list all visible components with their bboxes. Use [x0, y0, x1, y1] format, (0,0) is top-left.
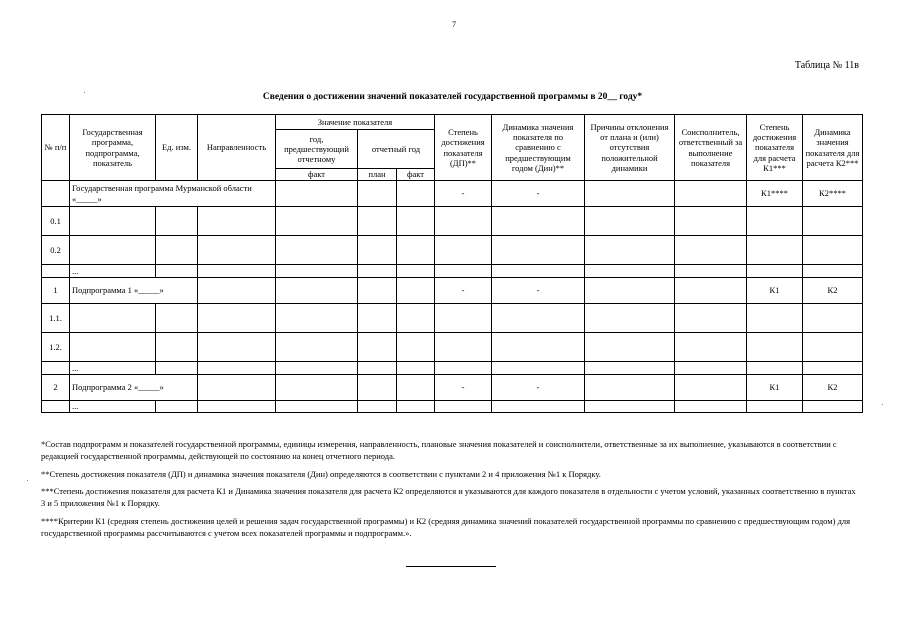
header-num: № п/п — [42, 115, 70, 181]
table-row — [42, 181, 863, 207]
footnote-2: **Степень достижения показателя (ДП) и динамика значения показателя (Дин) определяются в соответствии с пунктами 2 и 4 приложения №1 к Порядку. — [41, 468, 601, 479]
table-row — [42, 278, 863, 304]
header-din: Динамика значения показателя по сравнению с предшествующим годом (Дин)** — [492, 115, 585, 181]
scan-speck — [27, 480, 28, 481]
document-title: Сведения о достижении значений показателей государственной программы в 20__ году* — [262, 92, 643, 102]
header-plan: план — [358, 169, 397, 181]
cell-k1: К1**** — [747, 181, 803, 207]
subprogram-1-name: Подпрограмма 1 «_____» — [70, 278, 198, 304]
cell-k2: К2 — [803, 278, 863, 304]
header-coexecutor: Соисполнитель, ответственный за выполнение показателя — [675, 115, 747, 181]
cell-din: - — [492, 278, 585, 304]
table-row — [42, 375, 863, 401]
cell-num: 1.1. — [42, 304, 70, 333]
cell-k1: К1 — [747, 375, 803, 401]
page-number: 7 — [452, 20, 456, 29]
header-fact: факт — [397, 169, 435, 181]
cell-dp: - — [435, 375, 492, 401]
header-value-group: Значение показателя — [276, 115, 435, 130]
cell-k1: К1 — [747, 278, 803, 304]
table-row — [42, 401, 863, 413]
header-direction: Направленность — [198, 115, 276, 181]
header-prev-year: год, предшествующий отчетному — [276, 130, 358, 169]
cell-ellipsis: ... — [70, 401, 156, 413]
footnote-1: *Состав подпрограмм и показателей государственной программы, единицы измерения, направленность, плановые значения показателей и соисполнители, ответственные за их выполнение, указываются в соответствии с редакцией государственной программы, действующей по состоянию на конец отчетного периода. — [41, 439, 837, 462]
cell-din: - — [492, 375, 585, 401]
header-program: Государственная программа, подпрограмма, показатель — [70, 115, 156, 181]
gp-name: Государственная программа Мурманской области «_____» — [70, 181, 276, 207]
cell-dp: - — [435, 181, 492, 207]
subprogram-2-name: Подпрограмма 2 «_____» — [70, 375, 198, 401]
scan-speck — [84, 92, 85, 93]
header-k2: Динамика значения показателя для расчета К2*** — [803, 115, 863, 181]
end-divider — [406, 566, 496, 567]
cell-dp: - — [435, 278, 492, 304]
table-row — [42, 207, 863, 236]
table-row — [42, 333, 863, 362]
cell-num: 0.2 — [42, 236, 70, 265]
header-k1: Степень достижения показателя для расчета К1*** — [747, 115, 803, 181]
table-row — [42, 304, 863, 333]
cell-k2: К2**** — [803, 181, 863, 207]
header-reasons: Причины отклонения от плана и (или) отсутствия положительной динамики — [585, 115, 675, 181]
cell-num: 1 — [42, 278, 70, 304]
cell-din: - — [492, 181, 585, 207]
indicators-table — [41, 114, 863, 413]
table-row — [42, 265, 863, 278]
header-dp: Степень достижения показателя (ДП)** — [435, 115, 492, 181]
footnote-3: ***Степень достижения показателя для расчета К1 и Динамика значения показателя для расчета К2 определяются и указываются для каждого показателя в отдельности с учетом условий, указанных соответственно в пунктах 3 и 5 приложения №1 к Порядку. — [41, 485, 856, 509]
cell-ellipsis: ... — [70, 265, 156, 278]
cell-num: 0.1 — [42, 207, 70, 236]
header-unit: Ед. изм. — [156, 115, 198, 181]
scan-speck — [882, 404, 883, 405]
header-report-year: отчетный год — [358, 130, 435, 169]
footnote-4: ****Критерии К1 (средняя степень достижения целей и решения задач государственной программы) и К2 (средняя динамика значений показателей государственной программы по сравнению с предшествующим годом) для государственной программы рассчитываются с учетом всех показателей программы и подпрограмм.». — [41, 515, 851, 538]
cell-ellipsis: ... — [70, 362, 156, 375]
table-row — [42, 362, 863, 375]
cell-num: 1.2. — [42, 333, 70, 362]
cell-k2: К2 — [803, 375, 863, 401]
cell-num: 2 — [42, 375, 70, 401]
footnotes — [41, 438, 856, 544]
table-row — [42, 236, 863, 265]
table-label: Таблица № 11в — [794, 60, 859, 71]
header-fact-prev: факт — [276, 169, 358, 181]
